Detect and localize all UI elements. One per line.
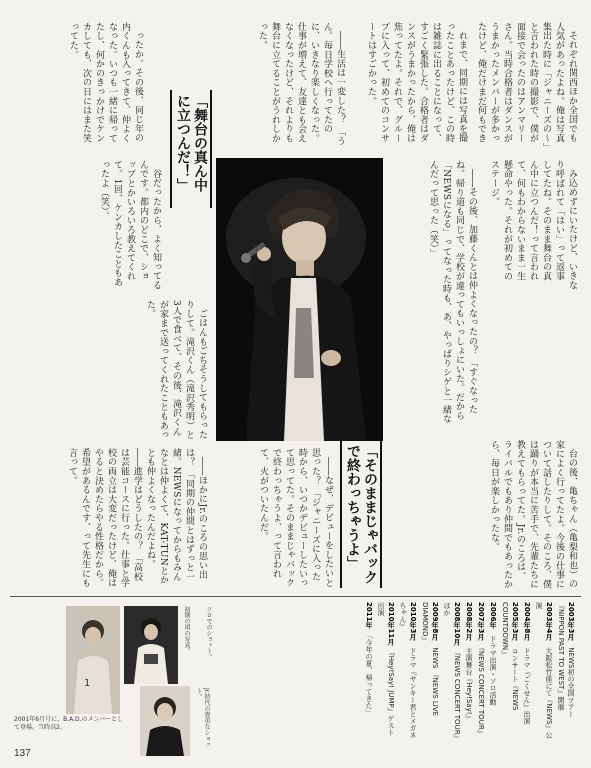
thumbnail-photo-1 — [66, 606, 120, 714]
text-column-9: ごはんもごちそうしてもらったりして。滝沢くん（滝沢秀明）と3人で食べて、その後、滝沢くんが家まで送ってくれたこともあった。 — [145, 300, 207, 440]
text-column-3: ――生活は一変した？ 「うん。毎日学校へ行ってたのに、いきなり楽しくなった。仕事が増えて、友達とも会えなくなったけど、それよりも舞台に立てることがうれしかった。 — [257, 22, 345, 146]
chronology-entry: 2011年 「今年の夏、帰ってきた」 — [365, 602, 373, 716]
section-divider — [10, 596, 581, 597]
text-column-2: れまで、同期には写真を撮ったことあったけど、この時は雑誌に出ることになって、すごく緊張した。合格者はダンスがうまかったから、俺は焦ってたよ。それで、グループに入って、初めてのコンサートはすごかった。 — [366, 22, 467, 143]
chronology-entry: 2008年10月 『NEWS CONCERT TOUR』ほか — [443, 602, 461, 742]
chronology-list — [236, 602, 576, 742]
text-column-1: それぞれ関西ほか全国でも人気があったよね。俺は写真集出た時に「ジャニーズの〜」と言われた時の撮影で、僕が面接で会ったのはアンマリーさん。当時合格者はダンスがうまかったメンバーが多かったけど、俺だけまだ何もでき — [476, 22, 577, 148]
performer-photo — [216, 158, 383, 441]
thumbnail-photo-2 — [124, 606, 178, 684]
text-column-4: ったか。その後、同じ年の内くんも入ってきて、仲よくなった。いつも一緒に帰ってたし、何かのきっかけでケンカしても、次の日にはまた笑ってた。 — [68, 22, 143, 143]
chronology-entry: 2006年 ドラマ出演・ソロ活動 — [489, 602, 497, 706]
person-thumbnail-3 — [140, 686, 190, 756]
section-heading-1: 「舞台の真ん中に立つんだ！」 — [170, 90, 212, 208]
thumb-caption-1: 初期の頃の写真。 — [183, 606, 190, 654]
text-column-6: ――その後、加藤くんとは仲よくなったの？ 「すぐなったね。帰り道も同じで、学校が違ってもいっしょにいた。だから「NEWSになる」ってなった時も、あ、やっぱりシゲと一緒なんだって思った（笑）」 — [428, 160, 477, 424]
section-heading-2: 「そのままじゃバックで終わっちゃうよ」 — [340, 440, 382, 588]
thumbnail-photo-3 — [140, 686, 190, 756]
person-thumbnail-1 — [66, 606, 120, 714]
text-column-7: 谷だったから、よく知ってるんです。都内のどこで、ショップとかいろいろ教えてくれて。1回、ケンカしたこともあったよ（笑）。 — [99, 160, 161, 290]
person-thumbnail-2 — [124, 606, 178, 684]
chronology-entry: 2008年2月 主演舞台『Hey!Say!』 — [465, 602, 473, 722]
photo-caption: 2001年6月号に、B.A.D.のメンバーとして登場。当時高2。 — [14, 716, 124, 731]
chronology-entry: 2003年4月 大阪松竹座にて『NEWS』公演 — [535, 602, 553, 739]
chronology-entry: 2003年3月 NEWS初の全国ツアー『NIPPON PAST TO WEST』開催 — [557, 602, 575, 718]
chronology-entry: 2009年8月 NEWS 『NEWS LIVE DIAMOND』 — [421, 602, 439, 717]
text-column-10: ――なぜ、デビューをしたいと思った？ 「ジャニーズに入った時から、いつかデビューしたいって思ってた。そのままじゃバックで終わっちゃうよ、って言われて、火がついたんだ。 — [258, 448, 333, 588]
chronology-entry: 2005年3月 コンサート『NEWS COUNTDOWN』 — [501, 602, 519, 711]
page-number: 137 — [14, 748, 31, 759]
text-column-5: み込めずにいたけど、いきなり呼ばれて「はい」って返事してたね。そのまま舞台の真ん中に立つんだ！って言われて、何もわからないまま一生懸命やった。それが初めてのステージ。 — [489, 160, 577, 290]
thumb-caption-3: ソロでのショット。 — [205, 606, 212, 660]
chronology-entry: 2010年11月 『Hey!Say! JUMP』ゲスト出演 — [377, 602, 395, 736]
text-column-11: ――ほかにJr.のころの思い出は？ 「同期の仲間とはずっと一緒。NEWSになってからもみんなとは仲よくて、KAT-TUNとかとも仲よくなったんだよね。 ――進学はどうしたの？ 「高校は芸能コースに行った。仕事と学校の両立は大変だったけど、俺はやると決めたらやる性格だから。希望があるんです、って先生にも言って。 — [67, 448, 207, 588]
thumb-caption-2: Jr.時代の貴重なショット。 — [195, 688, 210, 748]
chronology-entry: 2004年8月 ドラマ『ごくせん』出演 — [523, 602, 531, 725]
performer-illustration — [216, 158, 383, 441]
svg-text:1: 1 — [84, 678, 91, 689]
chronology-entry: 2007年3月 『NEWS CONCERT TOUR』 — [477, 602, 485, 737]
text-column-8: 台の後、亀ちゃん（亀梨和也）の家によく行ってたよ。今後の仕事について話したりして。そのころ、僕は踊りが本当に苦手で、先輩たちに教えてもらってた。Jr.のころは、ライバルでもあり仲間でもあったから、毎日が楽しかったな。 — [489, 440, 577, 589]
chronology-entry: 2010年3月 ドラマ『ヤンキー君とメガネちゃん』 — [399, 602, 417, 739]
